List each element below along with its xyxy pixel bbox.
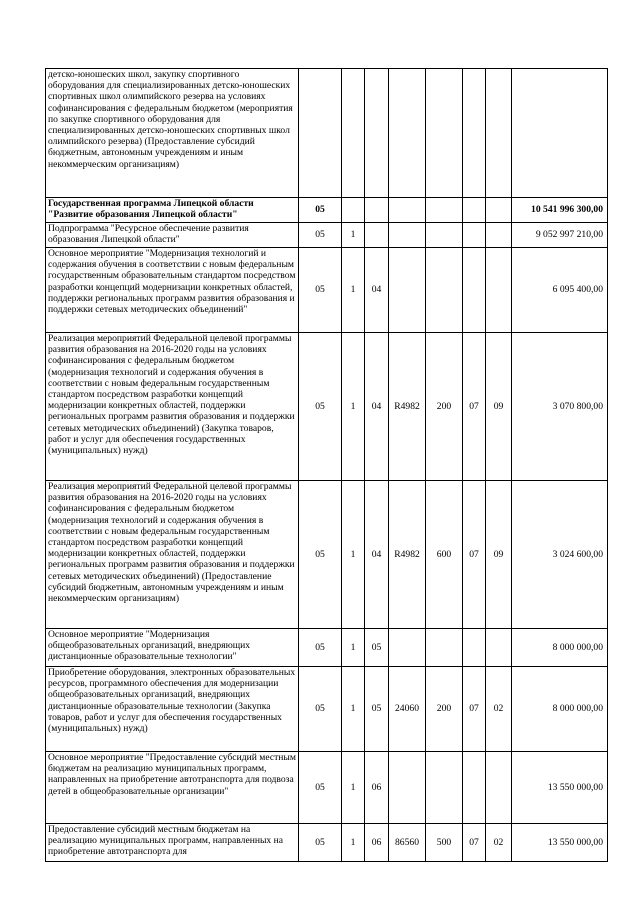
cell-vr [426,248,463,333]
cell-om [365,198,389,223]
cell-pp: 1 [342,629,365,667]
cell-rz: 07 [463,333,486,481]
cell-om [365,223,389,248]
cell-sum: 3 070 800,00 [512,333,608,481]
table-row [46,667,608,752]
cell-rz [463,69,486,198]
cell-sum: 10 541 996 300,00 [512,198,608,223]
cell-gp: 05 [299,248,342,333]
cell-rz [463,752,486,824]
cell-pp: 1 [342,752,365,824]
budget-allocation-table [45,68,608,862]
cell-sum: 6 095 400,00 [512,248,608,333]
cell-gp: 05 [299,667,342,752]
cell-vr [426,223,463,248]
row-name: Приобретение оборудования, электронных образовательных ресурсов, программного обеспечения для модернизации общеобразовательных организаций, внедряющих дистанционные образовательные технологии (Закупка товаров, работ и услуг для обеспечения государственных (муниципальных) нужд) [46,667,299,752]
table-row [46,824,608,862]
cell-vr [426,629,463,667]
cell-sum [512,69,608,198]
cell-gp [299,69,342,198]
cell-pp: 1 [342,248,365,333]
cell-rz [463,223,486,248]
cell-rz: 07 [463,824,486,862]
cell-pp: 1 [342,481,365,629]
cell-pr [486,752,512,824]
cell-nr [389,223,426,248]
cell-nr: 86560 [389,824,426,862]
cell-nr: 24060 [389,667,426,752]
cell-vr: 500 [426,824,463,862]
cell-om: 06 [365,752,389,824]
table-row [46,752,608,824]
cell-pp: 1 [342,667,365,752]
cell-gp: 05 [299,223,342,248]
cell-sum: 8 000 000,00 [512,667,608,752]
table-row [46,481,608,629]
cell-pr [486,223,512,248]
row-name: Основное мероприятие "Предоставление субсидий местным бюджетам на реализацию муниципальных программ, направленных на приобретение автотранспорта для подвоза детей в общеобразовательные организации" [46,752,299,824]
cell-pr [486,629,512,667]
row-name: Государственная программа Липецкой области "Развитие образования Липецкой области" [46,198,299,223]
cell-vr [426,198,463,223]
row-name: Подпрограмма "Ресурсное обеспечение развития образования Липецкой области" [46,223,299,248]
row-name: Основное мероприятие "Модернизация общеобразовательных организаций, внедряющих дистанционные образовательные технологии" [46,629,299,667]
cell-rz: 07 [463,667,486,752]
cell-pr [486,198,512,223]
cell-rz [463,629,486,667]
table-row [46,629,608,667]
cell-vr: 600 [426,481,463,629]
cell-om [365,69,389,198]
cell-pr: 09 [486,481,512,629]
cell-vr: 200 [426,667,463,752]
cell-pp [342,69,365,198]
row-name: Реализация мероприятий Федеральной целевой программы развития образования на 2016-2020 годы на условиях софинансирования с федеральным бюджетом (модернизация технологий и содержания обучения в соответствии с новым федеральным государственным стандартом посредством разработки концепций модернизации конкретных областей, поддержки региональных программ развития образования и поддержки сетевых методических объединений) (Предоставление субсидий бюджетным, автономным учреждениям и иным некоммерческим организациям) [46,481,299,629]
cell-pp: 1 [342,223,365,248]
cell-gp: 05 [299,198,342,223]
cell-sum: 3 024 600,00 [512,481,608,629]
row-name: Основное мероприятие "Модернизация технологий и содержания обучения в соответствии с новым федеральным государственным образовательным стандартом посредством разработки концепций модернизации конкретных областей, поддержки региональных программ развития образования и поддержки сетевых методических объединений" [46,248,299,333]
row-name: Реализация мероприятий Федеральной целевой программы развития образования на 2016-2020 годы на условиях софинансирования с федеральным бюджетом (модернизация технологий и содержания обучения в соответствии с новым федеральным государственным стандартом посредством разработки концепций модернизации конкретных областей, поддержки региональных программ развития образования и поддержки сетевых методических объединений) (Закупка товаров, работ и услуг для обеспечения государственных (муниципальных) нужд) [46,333,299,481]
cell-pp: 1 [342,333,365,481]
cell-nr [389,198,426,223]
cell-pp [342,198,365,223]
cell-sum: 13 550 000,00 [512,824,608,862]
cell-gp: 05 [299,333,342,481]
cell-pr [486,248,512,333]
table-row [46,248,608,333]
table-row [46,223,608,248]
row-name: Предоставление субсидий местным бюджетам на реализацию муниципальных программ, направленных на приобретение автотранспорта для [46,824,299,862]
cell-om: 05 [365,629,389,667]
cell-gp: 05 [299,752,342,824]
cell-nr [389,69,426,198]
cell-pr: 02 [486,667,512,752]
cell-nr [389,248,426,333]
cell-vr [426,69,463,198]
cell-rz [463,198,486,223]
cell-sum: 9 052 997 210,00 [512,223,608,248]
cell-gp: 05 [299,481,342,629]
cell-pr: 02 [486,824,512,862]
row-name: детско-юношеских школ, закупку спортивного оборудования для специализированных детско-юношеских спортивных школ олимпийского резерва на условиях софинансирования с федеральным бюджетом (мероприятия по закупке спортивного оборудования для специализированных детско-юношеских спортивных школ олимпийского резерва) (Предоставление субсидий бюджетным, автономным учреждениям и иным некоммерческим организациям) [46,69,299,198]
cell-om: 04 [365,481,389,629]
cell-sum: 13 550 000,00 [512,752,608,824]
cell-rz: 07 [463,481,486,629]
table-row [46,198,608,223]
cell-sum: 8 000 000,00 [512,629,608,667]
cell-gp: 05 [299,629,342,667]
cell-om: 06 [365,824,389,862]
cell-pr: 09 [486,333,512,481]
cell-om: 04 [365,333,389,481]
cell-nr [389,629,426,667]
cell-pr [486,69,512,198]
cell-rz [463,248,486,333]
table-row [46,69,608,198]
cell-nr: R4982 [389,481,426,629]
cell-vr [426,752,463,824]
cell-om: 04 [365,248,389,333]
cell-nr: R4982 [389,333,426,481]
table-row [46,333,608,481]
cell-nr [389,752,426,824]
cell-vr: 200 [426,333,463,481]
cell-pp: 1 [342,824,365,862]
cell-om: 05 [365,667,389,752]
cell-gp: 05 [299,824,342,862]
